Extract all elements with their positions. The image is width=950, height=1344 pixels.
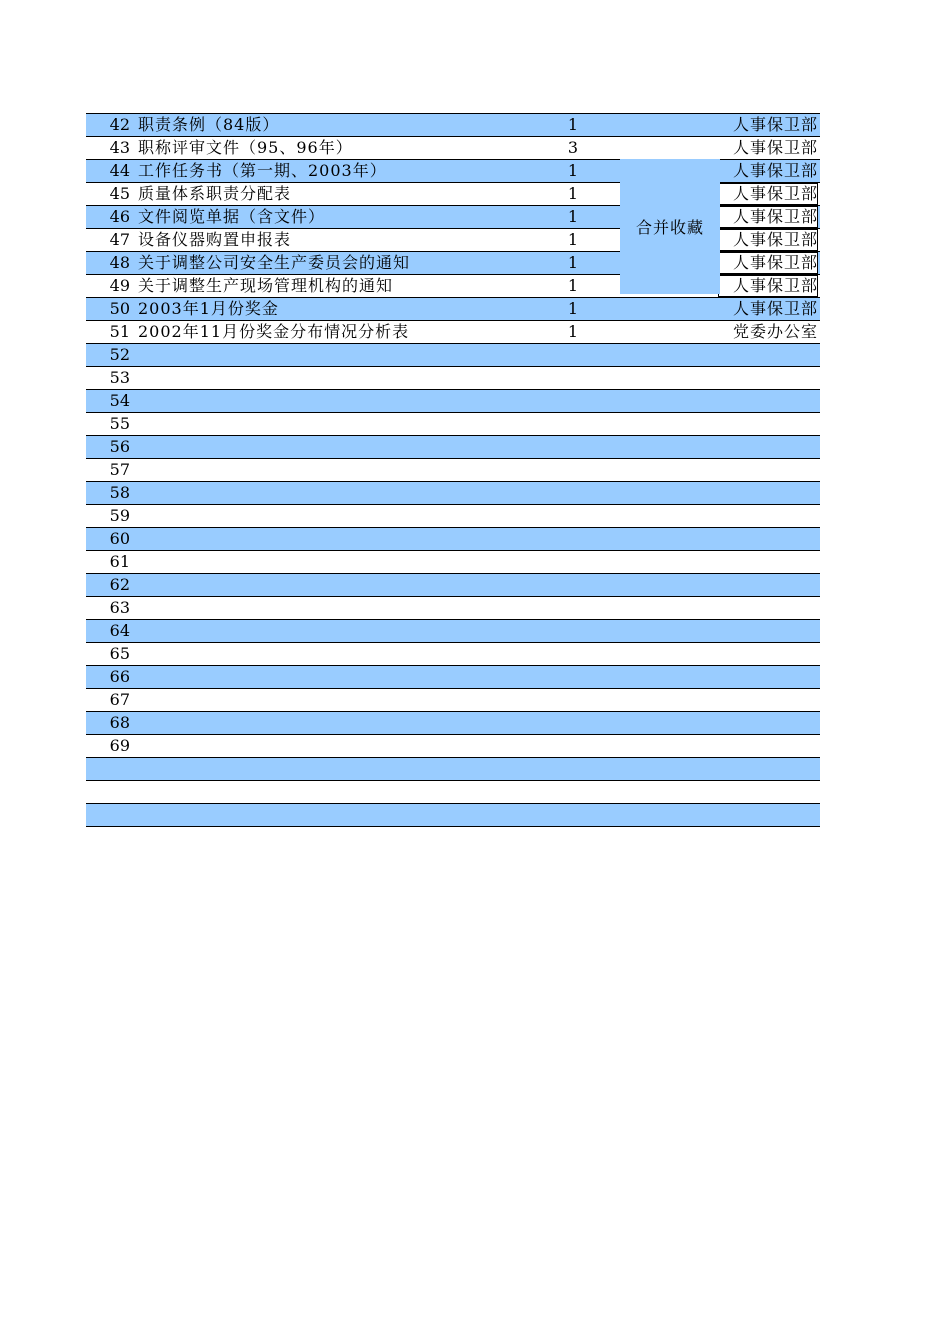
row-number: 58 <box>109 483 130 502</box>
table-row <box>86 804 820 827</box>
table-row <box>86 459 820 482</box>
table-row <box>86 505 820 528</box>
quantity: 1 <box>567 230 579 249</box>
department: 人事保卫部 <box>732 161 818 180</box>
document-title <box>138 804 618 826</box>
quantity <box>551 666 595 688</box>
merged-note-text: 合并收藏 <box>635 218 704 237</box>
department <box>718 689 818 711</box>
document-title <box>138 551 618 573</box>
row-number: 63 <box>109 598 130 617</box>
department: 人事保卫部 <box>718 275 818 297</box>
department <box>718 735 818 757</box>
quantity <box>551 643 595 665</box>
row-number: 53 <box>109 368 130 387</box>
row-number: 47 <box>109 230 130 249</box>
row-number: 68 <box>109 713 130 732</box>
quantity <box>551 436 595 458</box>
department <box>718 436 818 458</box>
document-title: 工作任务书（第一期、2003年） <box>138 161 387 180</box>
row-number: 61 <box>109 552 130 571</box>
department <box>718 666 818 688</box>
department <box>718 804 818 826</box>
table-row <box>86 482 820 505</box>
document-title <box>138 666 618 688</box>
row-number: 48 <box>109 253 130 272</box>
quantity <box>551 367 595 389</box>
row-number: 65 <box>109 644 130 663</box>
quantity: 1 <box>567 184 579 203</box>
table-row <box>86 689 820 712</box>
department <box>718 620 818 642</box>
row-number: 59 <box>109 506 130 525</box>
document-title: 2002年11月份奖金分布情况分析表 <box>138 322 410 341</box>
table-row <box>86 137 820 160</box>
document-title <box>138 436 618 458</box>
quantity: 3 <box>567 138 579 157</box>
document-title <box>138 413 618 435</box>
row-number: 51 <box>109 322 130 341</box>
table-row <box>86 436 820 459</box>
table-row <box>86 367 820 390</box>
department <box>718 482 818 504</box>
row-number: 67 <box>109 690 130 709</box>
document-title: 关于调整生产现场管理机构的通知 <box>138 276 394 295</box>
quantity: 1 <box>567 253 579 272</box>
quantity <box>551 758 595 780</box>
document-title: 关于调整公司安全生产委员会的通知 <box>138 253 411 272</box>
table-row <box>86 666 820 689</box>
document-title <box>138 712 618 734</box>
document-title <box>138 735 618 757</box>
department <box>718 413 818 435</box>
row-number: 49 <box>109 276 130 295</box>
department: 党委办公室 <box>732 322 818 341</box>
document-title <box>138 643 618 665</box>
document-title <box>138 505 618 527</box>
quantity <box>551 781 595 803</box>
table-row <box>86 781 820 804</box>
document-title: 文件阅览单据（含文件） <box>138 207 326 226</box>
quantity <box>551 574 595 596</box>
quantity <box>551 528 595 550</box>
row-number <box>86 758 133 780</box>
row-number <box>86 804 133 826</box>
archive-sheet <box>86 113 820 827</box>
department: 人事保卫部 <box>732 115 818 134</box>
row-number: 56 <box>109 437 130 456</box>
table-row <box>86 528 820 551</box>
department <box>718 528 818 550</box>
quantity <box>551 712 595 734</box>
row-number: 44 <box>109 161 130 180</box>
document-title: 职责条例（84版） <box>138 115 280 134</box>
quantity <box>551 735 595 757</box>
row-number: 57 <box>109 460 130 479</box>
row-number: 42 <box>109 115 130 134</box>
quantity: 1 <box>567 115 579 134</box>
table-row <box>86 113 820 137</box>
table-row <box>86 758 820 781</box>
department <box>718 574 818 596</box>
table-row <box>86 735 820 758</box>
department <box>718 712 818 734</box>
table-row <box>86 712 820 735</box>
document-title <box>138 390 618 412</box>
row-number: 45 <box>109 184 130 203</box>
document-title <box>138 344 618 366</box>
department <box>718 344 818 366</box>
department: 人事保卫部 <box>732 138 818 157</box>
document-title <box>138 758 618 780</box>
quantity <box>551 689 595 711</box>
document-title <box>138 689 618 711</box>
row-number: 62 <box>109 575 130 594</box>
document-title <box>138 482 618 504</box>
document-title <box>138 528 618 550</box>
row-number: 69 <box>109 736 130 755</box>
department <box>718 551 818 573</box>
department <box>718 367 818 389</box>
row-number: 43 <box>109 138 130 157</box>
department <box>718 459 818 481</box>
merged-note-cell <box>620 159 720 294</box>
quantity <box>551 505 595 527</box>
department: 人事保卫部 <box>732 299 818 318</box>
table-row <box>86 551 820 574</box>
row-number: 50 <box>109 299 130 318</box>
quantity: 1 <box>567 161 579 180</box>
quantity <box>551 344 595 366</box>
table-row <box>86 620 820 643</box>
quantity: 1 <box>567 322 579 341</box>
department: 人事保卫部 <box>718 252 818 274</box>
table-row <box>86 643 820 666</box>
department <box>718 643 818 665</box>
table-row <box>86 574 820 597</box>
department <box>718 505 818 527</box>
quantity: 1 <box>567 207 579 226</box>
quantity: 1 <box>567 276 579 295</box>
row-number: 46 <box>109 207 130 226</box>
quantity <box>551 597 595 619</box>
row-number: 54 <box>109 391 130 410</box>
table-row <box>86 298 820 321</box>
table-row <box>86 413 820 436</box>
row-number: 64 <box>109 621 130 640</box>
document-title: 设备仪器购置申报表 <box>138 230 292 249</box>
table-row <box>86 321 820 344</box>
row-number <box>86 781 133 803</box>
department <box>718 390 818 412</box>
department <box>718 758 818 780</box>
row-number: 55 <box>109 414 130 433</box>
document-title <box>138 781 618 803</box>
document-title <box>138 459 618 481</box>
department <box>718 781 818 803</box>
quantity <box>551 459 595 481</box>
quantity <box>551 620 595 642</box>
quantity <box>551 804 595 826</box>
document-title: 职称评审文件（95、96年） <box>138 138 353 157</box>
quantity <box>551 482 595 504</box>
table-row <box>86 390 820 413</box>
row-number: 60 <box>109 529 130 548</box>
department: 人事保卫部 <box>718 229 818 251</box>
document-title <box>138 574 618 596</box>
document-title <box>138 620 618 642</box>
table-row <box>86 597 820 620</box>
quantity <box>551 551 595 573</box>
department: 人事保卫部 <box>718 183 818 205</box>
quantity: 1 <box>567 299 579 318</box>
document-title: 质量体系职责分配表 <box>138 184 292 203</box>
document-title <box>138 367 618 389</box>
table-row <box>86 344 820 367</box>
document-title <box>138 597 618 619</box>
department: 人事保卫部 <box>718 206 818 228</box>
row-number: 52 <box>109 345 130 364</box>
department <box>718 597 818 619</box>
quantity <box>551 413 595 435</box>
document-title: 2003年1月份奖金 <box>138 299 279 318</box>
row-number: 66 <box>109 667 130 686</box>
quantity <box>551 390 595 412</box>
